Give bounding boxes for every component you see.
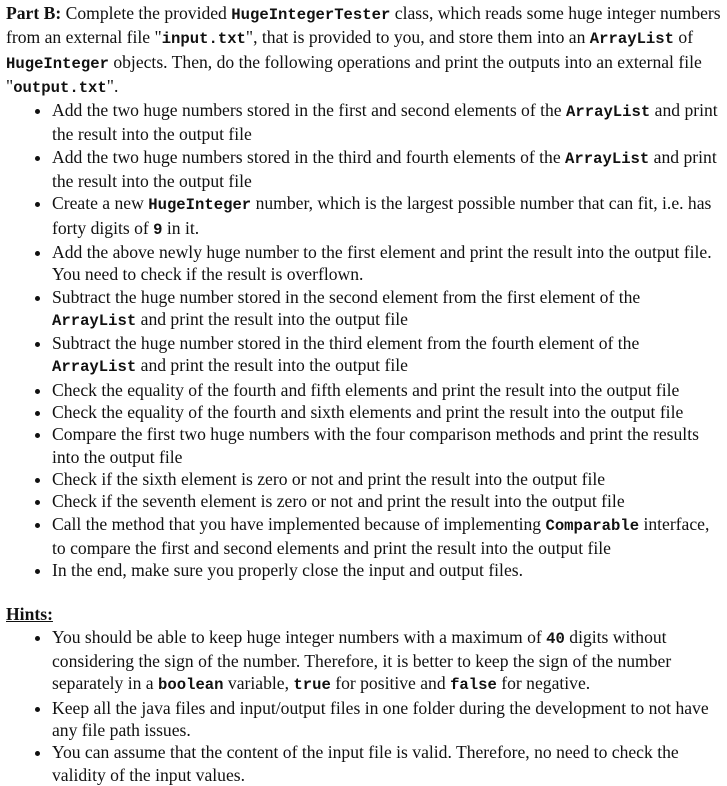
- part-label: Part B:: [6, 3, 62, 23]
- code-class-name: HugeIntegerTester: [231, 6, 391, 24]
- task-item: • Subtract the huge number stored in the second element from the first element of the ArrayList and print the result into the output file: [52, 286, 724, 333]
- task-item: • Check the equality of the fourth and sixth elements and print the result into the output file: [52, 401, 724, 423]
- task-item: • Check if the seventh element is zero or not and print the result into the output file: [52, 490, 724, 512]
- task-item: • Add the above newly huge number to the first element and print the result into the output file. You need to check if the result is overflown.: [52, 241, 724, 286]
- task-item: • Check if the sixth element is zero or not and print the result into the output file: [52, 468, 724, 490]
- task-item: • Subtract the huge number stored in the third element from the fourth element of the ArrayList and print the result into the output file: [52, 332, 724, 379]
- hint-item: • You should be able to keep huge integer numbers with a maximum of 40 digits without considering the sign of the number. Therefore, it is better to keep the sign of the number separately in a boolean variable, true for positive and false for negative.: [52, 626, 724, 697]
- task-item: • Create a new HugeInteger number, which is the largest possible number that can fit, i.e. has forty digits of 9 in it.: [52, 192, 724, 241]
- task-item: • Call the method that you have implemented because of implementing Comparable interface, to compare the first and second elements and print the result into the output file: [52, 513, 724, 560]
- hints-heading: Hints:: [6, 604, 53, 625]
- task-item: • Add the two huge numbers stored in the first and second elements of the ArrayList and print the result into the output file: [52, 99, 724, 146]
- hint-item: • You can assume that the content of the input file is valid. Therefore, no need to check the validity of the input values.: [52, 741, 724, 786]
- hints-list: [6, 626, 724, 786]
- code-hugeinteger: HugeInteger: [6, 54, 109, 73]
- part-b-intro: Part B: Complete the provided HugeIntegerTester class, which reads some huge integer numbers from an external file "input.txt", that is provided to you, and store them into an ArrayList of HugeInteger objects. Then, do the following operations and print the outputs into an external file "output.txt".: [6, 3, 721, 97]
- hint-item: • Keep all the java files and input/output files in one folder during the development to not have any file path issues.: [52, 697, 724, 742]
- code-input-file: input.txt: [161, 30, 246, 49]
- task-item: • Add the two huge numbers stored in the third and fourth elements of the ArrayList and print the result into the output file: [52, 146, 724, 193]
- task-item: • In the end, make sure you properly close the input and output files.: [52, 559, 724, 581]
- document: [6, 0, 724, 786]
- task-item: • Compare the first two huge numbers with the four comparison methods and print the results into the output file: [52, 423, 724, 468]
- task-list: [6, 99, 724, 581]
- code-output-file: output.txt: [13, 78, 107, 97]
- task-item: • Check the equality of the fourth and fifth elements and print the result into the output file: [52, 379, 724, 401]
- code-arraylist: ArrayList: [589, 30, 675, 49]
